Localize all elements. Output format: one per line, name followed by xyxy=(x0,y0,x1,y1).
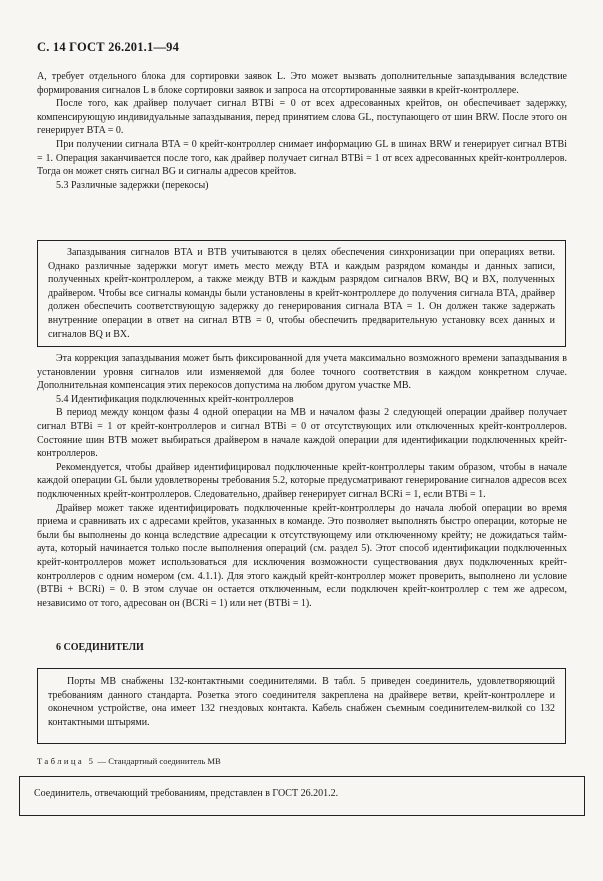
page-header: С. 14 ГОСТ 26.201.1—94 xyxy=(37,40,180,54)
boxed-note-5-3 xyxy=(37,240,566,347)
paragraph-5-4-a: В период между концом фазы 4 одной операции на МВ и началом фазы 2 следующей операции драйвер получает сигнал BTBi = 1 от крейт-контроллеров и сигнал BTBi = 0 от отсутствующих или отключенных крейт-контроллеров. Состояние шин BTB может выбираться драйвером в начале каждой операции для идентификации подключенных крейт-контроллеров. xyxy=(37,407,567,460)
section-5-3-heading: 5.3 Различные задержки (перекосы) xyxy=(56,179,209,191)
boxed-note-6 xyxy=(37,668,566,744)
text-block-top xyxy=(37,70,567,192)
paragraph-bta-zero: При получении сигнала BTA = 0 крейт-контроллер снимает информацию GL в шинах BRW и генерирует сигнал BTBi = 1. Операция заканчивается после того, как драйвер получает сигнал BTBi = 1 от всех адресованных крейт-контроллеров. Тогда он может снять сигнал BG и сигналы адресов крейтов. xyxy=(37,138,567,178)
paragraph-correction: Эта коррекция запаздывания может быть фиксированной для учета максимально возможного времени запаздывания в установлении уровня сигналов или изменяемой для более точного соответствия в каждом конкретном случае. Дополнительная компенсация этих перекосов допустима на любом другом участке МВ. xyxy=(37,353,567,392)
paragraph-btb-zero: После того, как драйвер получает сигнал BTBi = 0 от всех адресованных крейтов, он обеспечивает задержку, компенсирующую индивидуальные запаздывания, перед принятием слова GL, поступающего от шин BRW. После этого он генерирует BTA = 0. xyxy=(37,98,567,137)
paragraph-5-4-c: Драйвер может также идентифицировать подключенные крейт-контроллеры до начала любой операции во время приема и сравнивать их с адресами крейтов, указанных в команде. Это позволяет выполнять быстро операции, которые не были бы выполнены до конца вследствие адресации к отсутствующему или отключенному крейту; не дожидаться тайм-аута, который начинается только после выполнения операций (см. раздел 5). Этот способ идентификации подключенных крейт-контроллеров может использоваться для исключения возможности существования двух подключенных крейт-контроллеров с одним номером (см. 4.1.1). Для этого каждый крейт-контроллер может проверить, выполнено ли условие (BTBi + BCRi) = 0. В этом случае он остается отключенным, если подключен крейт-контроллер с тем же адресом, независимо от того, адресован он (BCRi = 1) или нет (BTBi = 1). xyxy=(37,502,567,609)
section-6-heading: 6 СОЕДИНИТЕЛИ xyxy=(56,642,144,653)
paragraph-5-4-b: Рекомендуется, чтобы драйвер идентифицировал подключенные крейт-контроллеры таким образом, чтобы в начале каждой операции GL были удовлетворены требования 5.2, которые предусматривают генерирование сигналов адресов всех подключенных крейт-контроллеров. Следовательно, драйвер генерирует сигнал BCRi = 1, если BTBi = 1. xyxy=(37,461,567,500)
boxed-text-6: Порты МВ снабжены 132-контактными соединителями. В табл. 5 приведен соединитель, удовлетворяющий требованиям данного стандарта. Розетка этого соединителя закреплена на драйвере ветви, крейт-контроллере и оконечном устройстве, она имеет 132 гнездовых контакта. Кабель снабжен съемным соединителем-вилкой со 132 контактными штырями. xyxy=(48,676,555,728)
table-5-label: Таблица 5 xyxy=(37,756,96,766)
paragraph-intro: А, требует отдельного блока для сортировки заявок L. Это может вызвать дополнительные запаздывания вследствие формирования сигналов L в блоке сортировки заявок и запроса на отсортированные заявки в крейт-контроллере. xyxy=(37,71,567,96)
boxed-text-5-3: Запаздывания сигналов BTA и BTB учитываются в целях обеспечения синхронизации при операциях ветви. Однако различные задержки могут иметь место между BTA и каждым разрядом команды и данных записи, полученных крейт-контроллером, а также между BTB и каждым разрядом сигналов BRW, BQ и BX, полученных драйвером. Чтобы все сигналы команды были установлены в крейт-контроллере до получения сигнала BTA, драйвер должен обеспечить соответствующую задержку до генерирования сигнала BTA = 1. Он должен также задержать внутренние операции в ответ на сигнал BTB = 0, чтобы обеспечить предварительную установку всех данных и сигналов BQ и BX. xyxy=(48,247,555,340)
table-5-title: — Стандартный соединитель МВ xyxy=(95,756,221,766)
text-block-middle xyxy=(37,352,567,610)
table-5-cell: Соединитель, отвечающий требованиям, представлен в ГОСТ 26.201.2. xyxy=(34,788,339,799)
table-5-caption xyxy=(37,756,221,766)
table-5 xyxy=(19,776,585,816)
section-5-4-heading: 5.4 Идентификация подключенных крейт-контроллеров xyxy=(56,393,294,405)
